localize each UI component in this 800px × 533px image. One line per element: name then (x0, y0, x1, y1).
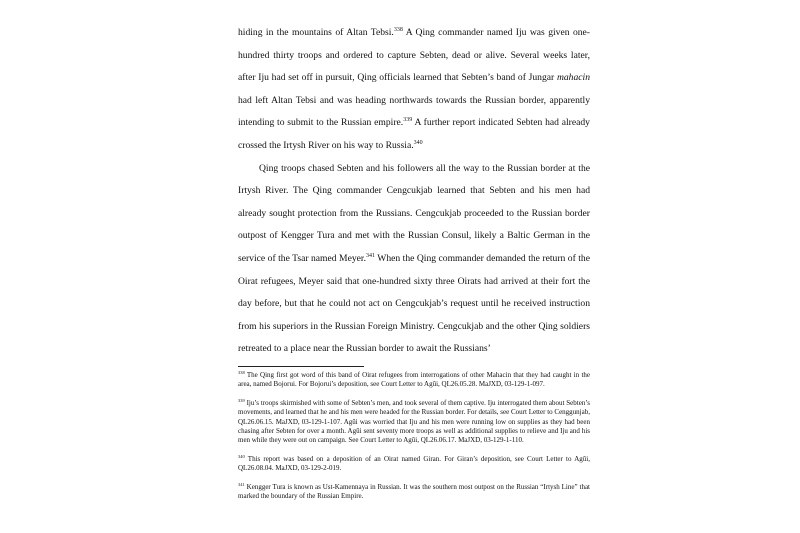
footnote-text: Kengger Tura is known as Ust-Kamennaya in Russian. It was the southern most outpost on the Russian “Irtysh Line” that marked the boundary of the Russian Empire. (238, 482, 590, 501)
footnote-number: 339 (238, 397, 245, 403)
footnote-number: 340 (238, 453, 245, 459)
footnote-text: The Qing first got word of this band of Oirat refugees from interrogations of other Mahacin that they had caught in the area, named Bojorui. For Bojorui’s deposition, see Court Letter to Agūi, QL26.05.28. MaJXD, 03-129-1-097. (238, 371, 590, 389)
footnote-341 (238, 483, 590, 502)
body-text (238, 22, 590, 361)
footnote-ref-341: 341 (365, 252, 375, 259)
text-run: When the Qing commander demanded the return of the Oirat refugees, Meyer said that one-hundred sixty three Oirats had arrived at their fort the day before, but that he could not act on Cengcukjab’s request until he received instruction from his superiors in the Russian Foreign Ministry. Cengcukjab and the other Qing soldiers retreated to a place near the Russian border to await the Russians’ (238, 252, 590, 355)
footnote-339 (238, 399, 590, 446)
footnote-number: 338 (238, 370, 245, 375)
footnote-ref-338: 338 (393, 27, 403, 33)
text-run: Qing troops chased Sebten and his followers all the way to the Russian border at the Irtysh River. The Qing commander Cengcukjab learned that Sebten and his men had already sought protection from the Russians. Cengcukjab proceeded to the Russian border outpost of Kengger Tura and met with the Russian Consul, likely a Baltic German in the service of the Tsar named Meyer. (238, 162, 590, 264)
footnote-ref-339: 339 (403, 117, 413, 124)
text-run: A Qing commander named Iju was given one-hundred thirty troops and ordered to capture Sebten, dead or alive. Several weeks later, after Iju had set off in pursuit, Qing officials learned that Sebten’s band of Jungar (238, 27, 590, 84)
footnote-number: 341 (238, 481, 245, 487)
footnote-text: Iju’s troops skirmished with some of Sebten’s men, and took several of them captive. Iju interrogated them about Sebten’s movements, and learned that he and his men were headed for the Russian border. For details, see Court Letter to Cenggunjab, QL26.06.15. MaJXD, 03-129-1-107. Agūi was worried that Iju and his men were running low on supplies as they had been chasing after Sebten for over a month. Agūi sent seventy more troops as well as additional supplies to relieve and Iju and his men while they were out on campaign. See Court Letter to Agūi, QL26.06.17. MaJXD, 03-129-1-110. (238, 398, 590, 445)
text-run: hiding in the mountains of Altan Tebsi. (238, 27, 394, 38)
footnote-separator (238, 366, 364, 367)
footnote-text: This report was based on a deposition of an Oirat named Giran. For Giran’s deposition, see Court Letter to Agūi, QL26.08.04. MaJXD, 03-129-2-019. (238, 454, 590, 473)
footnote-ref-340: 340 (413, 139, 423, 146)
footnote-338 (238, 371, 590, 390)
italic-term: mahacin (556, 72, 590, 84)
footnotes (238, 371, 590, 510)
paragraph-1 (238, 22, 590, 158)
text-run: had left Altan Tebsi and was heading northwards towards the Russian border, apparently intending to submit to the Russian empire. (238, 94, 590, 129)
text-run: A further report indicated Sebten had already crossed the Irtysh River on his way to Russia. (238, 117, 590, 151)
footnote-340 (238, 455, 590, 474)
paragraph-2 (238, 158, 590, 361)
